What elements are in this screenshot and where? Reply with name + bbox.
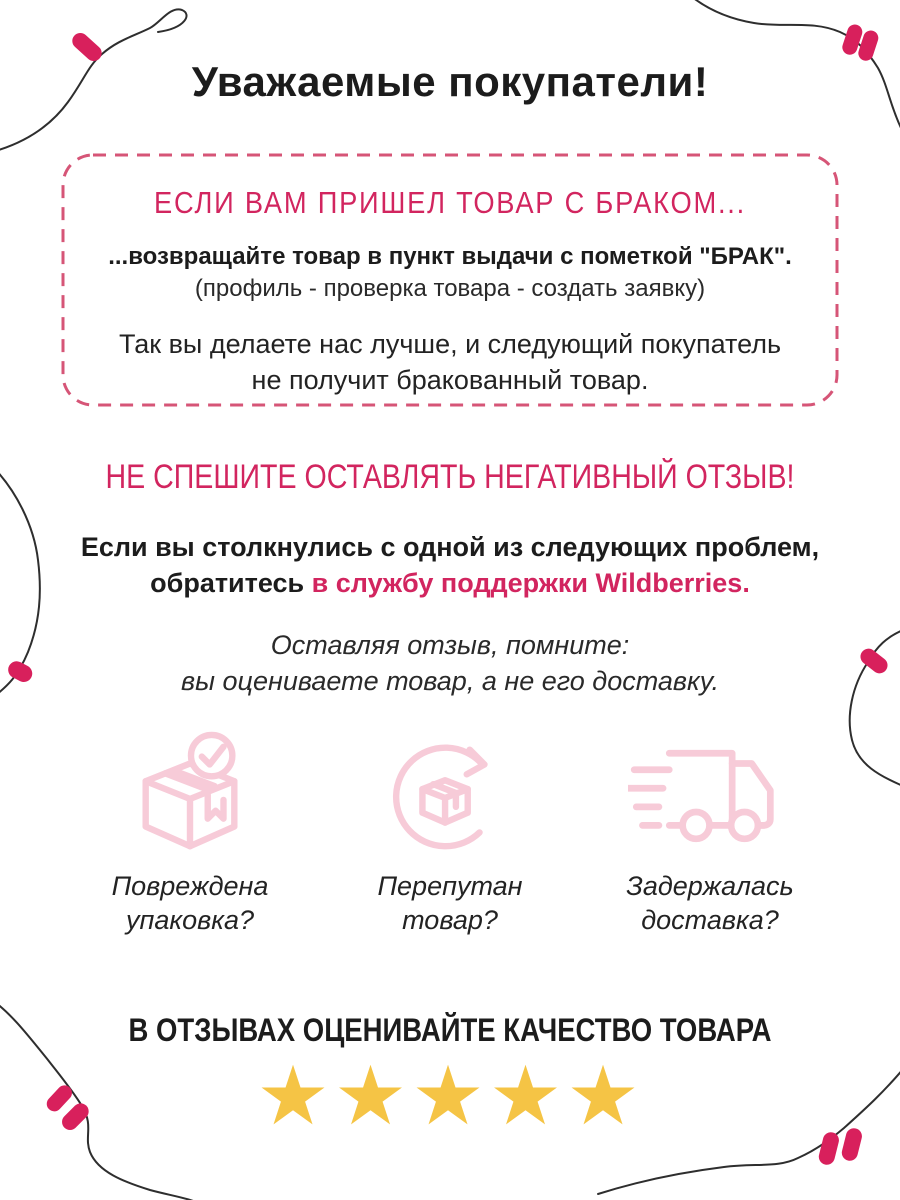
- stars-row: [0, 1049, 900, 1144]
- delivery-truck-icon: [628, 738, 793, 853]
- problem-label: Повреждена упаковка?: [111, 871, 269, 935]
- star-icon: ★: [333, 1049, 412, 1144]
- rate-quality-heading: В ОТЗЫВАХ ОЦЕНИВАЙТЕ КАЧЕСТВО ТОВАРА: [128, 1012, 772, 1048]
- wrong-item-return-icon: [380, 730, 520, 860]
- defect-box-heading: ЕСЛИ ВАМ ПРИШЕЛ ТОВАР С БРАКОМ...: [154, 185, 746, 220]
- problem-late-delivery: [580, 730, 840, 938]
- problems-row: [60, 730, 840, 938]
- problem-label: Задержалась доставка?: [626, 871, 794, 935]
- star-icon: ★: [488, 1049, 567, 1144]
- defect-notice-box: [63, 155, 837, 405]
- defect-note-line2: не получит бракованный товар.: [251, 364, 649, 395]
- problem-wrong-item: [320, 730, 580, 938]
- defect-return-instruction: ...возвращайте товар в пункт выдачи с пометкой "БРАК".: [108, 243, 792, 270]
- star-icon: ★: [256, 1049, 334, 1144]
- reminder-line1: Оставляя отзыв, помните:: [270, 630, 630, 660]
- star-icon: ★: [411, 1049, 489, 1144]
- star-icon: ★: [566, 1049, 644, 1144]
- review-reminder: [0, 628, 900, 699]
- support-line2-prefix: обратитесь: [150, 567, 312, 598]
- defect-note: [63, 327, 837, 398]
- defect-note-line1: Так вы делаете нас лучше, и следующий покупатель: [118, 329, 782, 359]
- support-wildberries-highlight: в службу поддержки Wildberries.: [311, 567, 750, 598]
- problem-damaged-packaging: [60, 730, 320, 938]
- support-instruction: [0, 530, 900, 601]
- problem-label: Перепутан товар?: [377, 871, 523, 935]
- review-warning-heading: НЕ СПЕШИТЕ ОСТАВЛЯТЬ НЕГАТИВНЫЙ ОТЗЫВ!: [105, 458, 795, 496]
- defect-return-path: (профиль - проверка товара - создать заявку): [194, 275, 706, 302]
- capsule-top-right-1: [840, 23, 864, 57]
- reminder-line2: вы оцениваете товар, а не его доставку.: [181, 665, 719, 696]
- support-line1: Если вы столкнулись с одной из следующих проблем,: [80, 532, 820, 562]
- page-title: Уважаемые покупатели!: [191, 58, 709, 105]
- damaged-package-icon: [110, 730, 270, 860]
